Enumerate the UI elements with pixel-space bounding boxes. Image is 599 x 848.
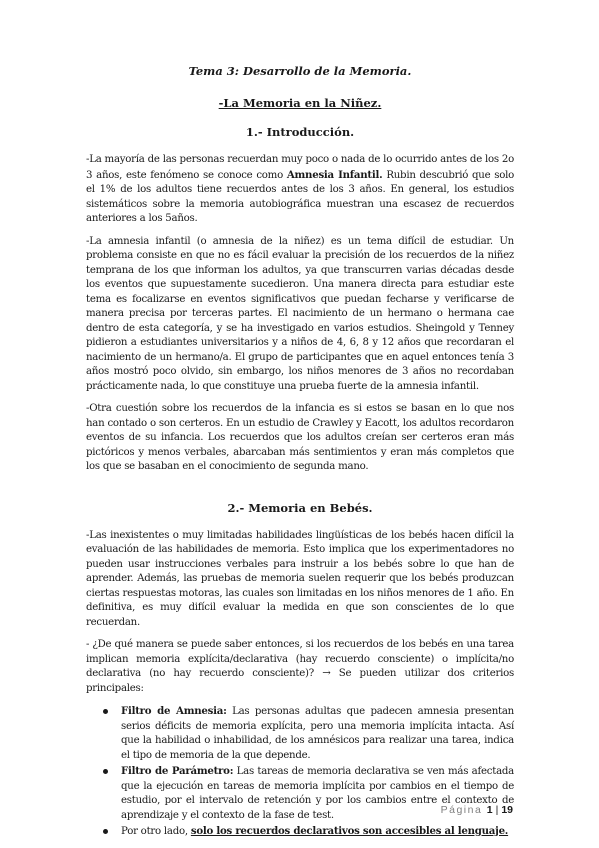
bullet-text: Las personas adultas que padecen amnesia presentan serios déficits de memoria explícita, pero una memoria implícita intacta. Así que la habilidad o inhabilidad, de los amnésicos para realizar una tarea, indica el tipo de memoria de la que depende. — [121, 706, 514, 761]
page-number: 1 — [486, 804, 493, 816]
total-pages: 19 — [501, 804, 513, 816]
paragraph-intro-3: -Otra cuestión sobre los recuerdos de la infancia es si estos se basan en lo que nos han contado o son certeros. En un estudio de Crawley y Eacott, los adultos recordaron eventos de su infancia. Los recuerdos que los adultos creían ser certeros eran más pictóricos y menos verbales, abarcaban más sentimientos y eran más completos que los que se basaban en el conocimiento de segunda mano. — [86, 403, 514, 472]
bullet-text: Por otro lado, — [121, 826, 191, 837]
paragraph-text: Rubin descubrió que solo el 1% de los adultos tiene recuerdos antes de los 3 años. En general, los estudios sistemáticos sobre la memoria autobiográfica muestran una escasez de recuerdos anteriores a los 5años. — [86, 169, 514, 224]
paragraph-bebes-2: - ¿De qué manera se puede saber entonces, si los recuerdos de los bebés en una tarea implican memoria explícita/declarativa (hay recuerdo consciente) o implícita/no declarativa (no hay recuerdo consciente)? → Se pueden utilizar dos criterios principales: — [86, 639, 514, 694]
section-heading-memoria-bebes: 2.- Memoria en Bebés. — [227, 500, 373, 515]
paragraph-intro-2: -La amnesia infantil (o amnesia de la niñez) es un tema difícil de estudiar. Un problema consiste en que no es fácil evaluar la precisión de los recuerdos de la niñez temprana de los que informan los adultos, ya que transcurren varias décadas desde los eventos que supuestamente sucedieron. Una manera directa para estudiar este tema es focalizarse en eventos significativos que puedan fecharse y verificarse de manera precisa por terceras partes. El nacimiento de un hermano o hermana cae dentro de esta categoría, y se ha investigado en varios estudios. Sheingold y Tenney pidieron a estudiantes universitarios y a niños de 4, 6, 8 y 12 años que recordaran el nacimiento de un hermano/a. El grupo de participantes que en aquel entonces tenía 3 años mostró poco olvido, sin embargo, los niños menores de 3 años no recordaban prácticamente nada, lo que constituye una prueba fuerte de la amnesia infantil. — [86, 235, 514, 392]
document-page — [86, 64, 514, 841]
bullet-text: Las tareas de memoria declarativa se ven más afectada que la ejecución en tareas de memoria implícita por cambios en el tiempo de estudio, por el intervalo de retención y por los cambios entre el contexto de aprendizaje y el contexto de la fase de test. — [121, 766, 514, 821]
section-heading-introduction: 1.- Introducción. — [245, 125, 355, 139]
bullet-label: Filtro de Amnesia: — [121, 705, 227, 717]
page-label: Página — [440, 804, 483, 816]
page-separator: | — [495, 804, 499, 816]
bullet-emphasis: solo los recuerdos declarativos son accesibles al lenguaje. — [190, 825, 509, 837]
paragraph-bebes-1: -Las inexistentes o muy limitadas habilidades lingüísticas de los bebés hacen difícil la evaluación de las habilidades de memoria. Esto implica que los experimentadores no pueden usar instrucciones verbales para instruir a los bebés sobre lo que han de aprender. Además, las pruebas de memoria suelen requerir que los bebés produzcan ciertas respuestas motoras, las cuales son limitadas en los niños menores de 1 año. En definitiva, es muy difícil evaluar la medida en que son conscientes de lo que recuerdan. — [86, 529, 514, 628]
document-title: Tema 3: Desarrollo de la Memoria. — [188, 64, 412, 78]
bullet-icon — [103, 709, 108, 714]
list-item — [86, 704, 514, 763]
document-subtitle: -La Memoria en la Niñez. — [218, 96, 382, 110]
bullet-icon — [103, 769, 108, 774]
paragraph-intro-1 — [86, 153, 514, 227]
bullet-label: Filtro de Parámetro: — [121, 765, 234, 777]
criteria-list — [86, 704, 514, 840]
paragraph-text: -La mayoría de las personas recuerdan muy poco o nada de lo ocurrido antes de los 2o 3 años, este fenómeno se conoce como — [86, 154, 514, 181]
bullet-icon — [103, 829, 108, 834]
bold-term: Amnesia Infantil. — [286, 168, 383, 181]
page-footer — [441, 804, 513, 816]
list-item — [86, 824, 514, 840]
